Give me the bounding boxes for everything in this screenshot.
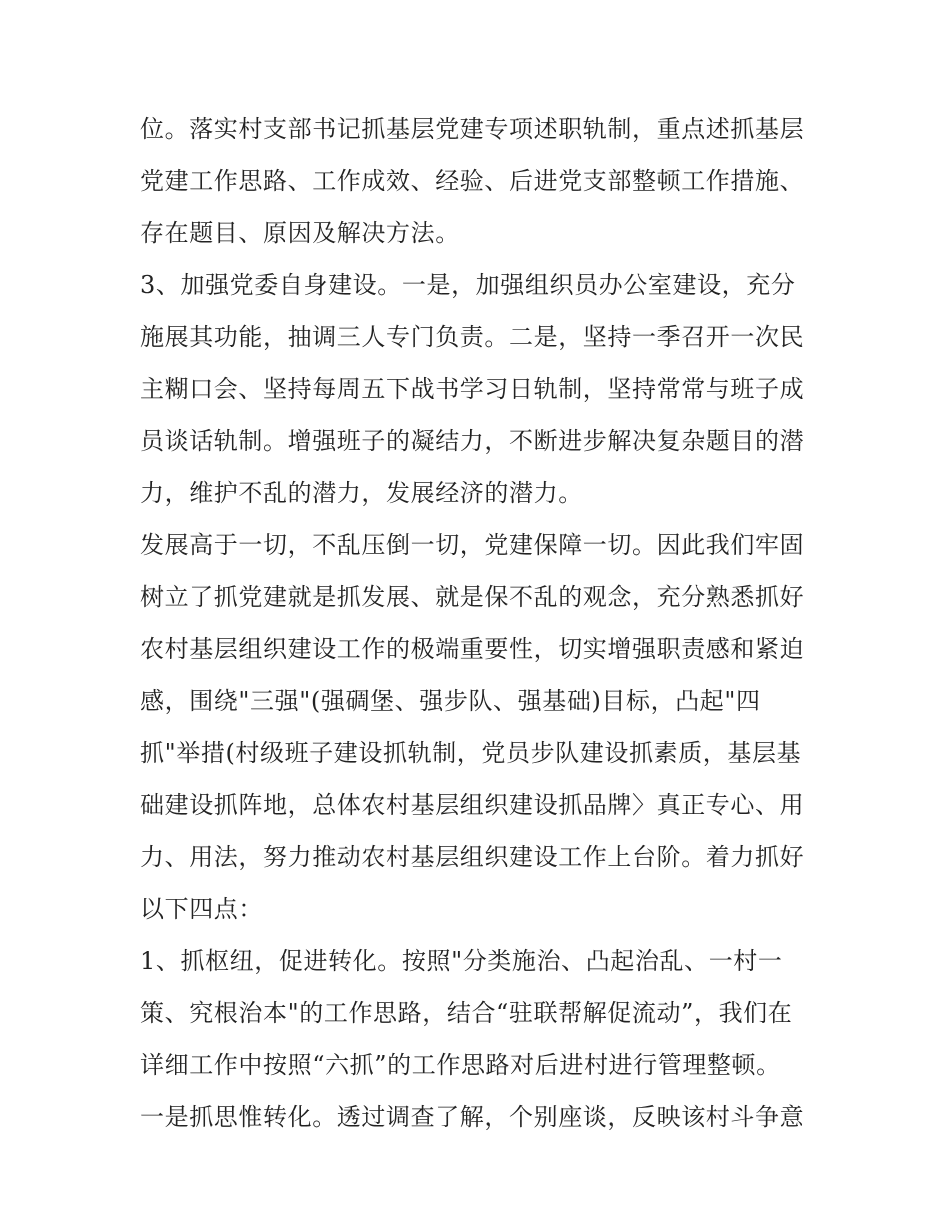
text-line: 力、用法，努力推动农村基层组织建设工作上台阶。着力抓好: [140, 843, 805, 871]
text-line: 力，维护不乱的潜力，发展经济的潜力。: [140, 479, 583, 507]
text-line: 党建工作思路、工作成效、经验、后进党支部整顿工作措施、: [140, 167, 805, 195]
text-line: 发展高于一切，不乱压倒一切，党建保障一切。因此我们牢固: [140, 531, 805, 559]
text-line: 础建设抓阵地，总体农村基层组织建设抓品牌〉真正专心、用: [140, 791, 805, 819]
text-line: 1、抓枢纽，促进转化。按照"分类施治、凸起治乱、一村一: [140, 947, 783, 975]
text-line: 3、加强党委自身建设。一是，加强组织员办公室建设，充分: [140, 271, 796, 299]
text-line: 位。落实村支部书记抓基层党建专项述职轨制，重点述抓基层: [140, 115, 805, 143]
text-line: 主糊口会、坚持每周五下战书学习日轨制，坚持常常与班子成: [140, 375, 805, 403]
text-line: 员谈话轨制。增强班子的凝结力，不断进步解决复杂题目的潜: [140, 427, 805, 455]
text-line: 农村基层组织建设工作的极端重要性，切实增强职责感和紧迫: [140, 635, 805, 663]
text-line: 策、究根治本"的工作思路，结合“驻联帮解促流动”，我们在: [140, 999, 793, 1027]
text-line: 以下四点：: [140, 895, 263, 923]
text-line: 存在题目、原因及解决方法。: [140, 219, 460, 247]
text-line: 一是抓思惟转化。透过调查了解，个别座谈，反映该村斗争意: [140, 1103, 805, 1131]
text-line: 施展其功能，抽调三人专门负责。二是，坚持一季召开一次民: [140, 323, 805, 351]
text-line: 感，围绕"三强"(强碉堡、强步队、强基础)目标，凸起"四: [140, 687, 761, 715]
text-line: 树立了抓党建就是抓发展、就是保不乱的观念，充分熟悉抓好: [140, 583, 805, 611]
text-line: 抓"举措(村级班子建设抓轨制，党员步队建设抓素质，基层基: [140, 739, 802, 767]
text-line: 详细工作中按照“六抓”的工作思路对后进村进行管理整顿。: [140, 1051, 781, 1079]
